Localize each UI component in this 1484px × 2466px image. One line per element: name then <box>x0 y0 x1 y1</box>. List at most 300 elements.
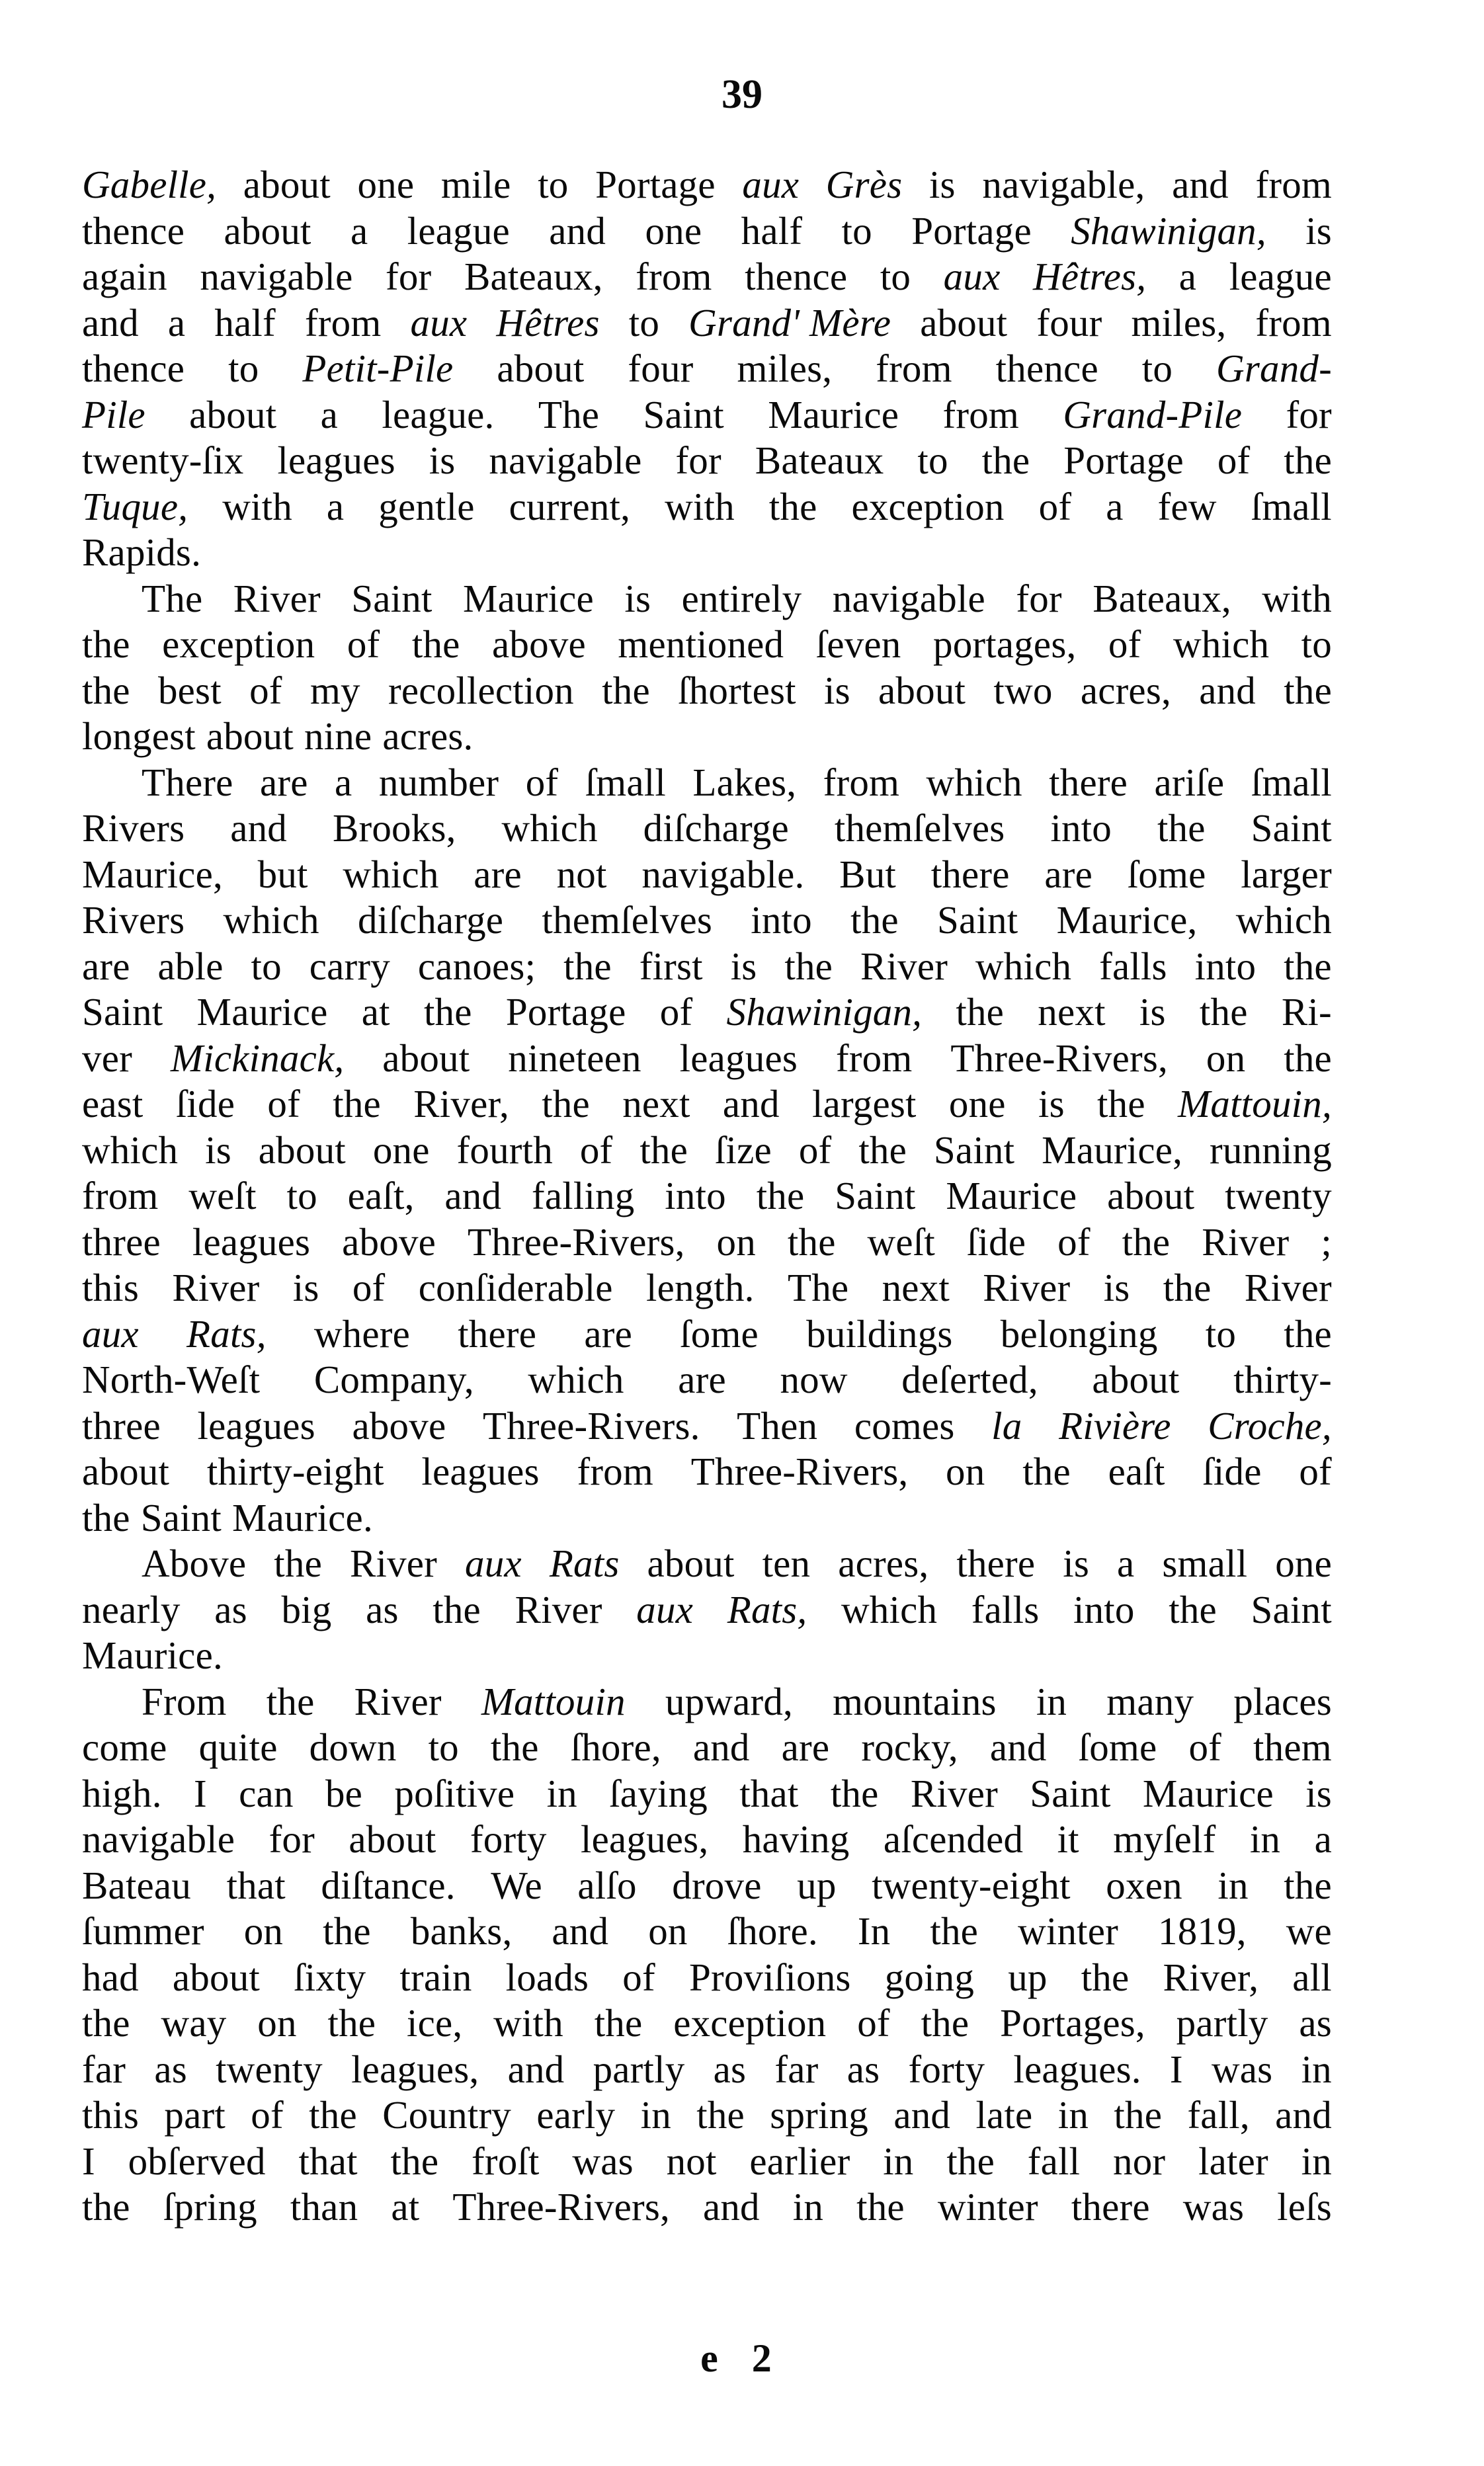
word: of <box>1217 438 1251 482</box>
word: of <box>579 1128 613 1172</box>
word: ſome <box>1078 1725 1157 1769</box>
word: Company, <box>313 1358 474 1401</box>
word: larger <box>1241 852 1332 896</box>
word: in <box>546 1771 577 1815</box>
word: way <box>161 2001 227 2045</box>
word: the <box>1199 990 1248 1034</box>
word: miles, <box>1131 300 1227 345</box>
text-line <box>82 1036 1332 1082</box>
word: River <box>1244 1266 1332 1309</box>
word: the <box>274 1541 322 1585</box>
word: for <box>1286 392 1332 436</box>
word: half <box>741 208 803 253</box>
word: on <box>648 1909 688 1953</box>
word: with <box>222 484 292 528</box>
word: about <box>497 347 585 390</box>
text-line <box>82 1771 1332 1817</box>
word: carry <box>309 944 390 988</box>
word: the <box>323 1909 371 1953</box>
word: and <box>230 806 287 850</box>
word: the <box>82 2185 130 2229</box>
word: Portages, <box>1000 2001 1145 2045</box>
word: the <box>1284 944 1332 988</box>
word: gentle <box>378 484 475 528</box>
word: Maurice <box>196 990 328 1034</box>
word: as <box>1299 2001 1332 2045</box>
word: are <box>584 1311 632 1356</box>
word: from <box>577 1450 653 1493</box>
word: ſhore, <box>570 1725 661 1769</box>
word: leagues <box>421 1450 540 1493</box>
word: there <box>930 852 1010 896</box>
word: Then <box>737 1403 818 1448</box>
word: Ri- <box>1281 990 1332 1034</box>
word: Grand-Pile <box>1063 392 1243 436</box>
word: miles, <box>737 347 833 390</box>
word: which <box>975 944 1072 988</box>
word: four <box>1036 300 1102 345</box>
word: was <box>1182 2185 1245 2229</box>
word: forty <box>470 1817 547 1861</box>
word: to <box>251 944 282 988</box>
word: about <box>243 163 331 206</box>
word: longest <box>82 714 196 758</box>
word: of <box>1038 484 1072 528</box>
word: a <box>1178 255 1197 298</box>
word: ſmall <box>1251 760 1332 804</box>
word: the <box>82 668 130 712</box>
word: obſerved <box>128 2139 266 2183</box>
word: the <box>82 2001 130 2045</box>
word: in <box>1036 1679 1067 1723</box>
word: was <box>572 2139 634 2183</box>
word: the <box>768 484 817 528</box>
word: which <box>1173 622 1270 666</box>
text-line <box>82 2139 1332 2185</box>
word: is <box>824 668 850 712</box>
word: nearly <box>82 1587 181 1631</box>
word: ſpring <box>163 2185 257 2229</box>
word: Maurice <box>946 1174 1077 1217</box>
word: as <box>214 1587 247 1631</box>
word: ſeven <box>815 622 901 666</box>
word: there <box>1071 2185 1150 2229</box>
word: Rats, <box>186 1311 267 1356</box>
word: of <box>857 2001 890 2045</box>
word: about <box>920 300 1008 345</box>
word: about <box>878 668 966 712</box>
word: of <box>525 760 559 804</box>
word: ; <box>1321 1219 1332 1264</box>
word: Grand- <box>1216 347 1332 390</box>
word: that <box>298 2139 358 2183</box>
word: themſelves <box>834 806 1005 850</box>
word: is <box>928 163 956 206</box>
text-line <box>82 2047 1332 2093</box>
word: thence <box>995 347 1098 390</box>
word: which <box>343 852 439 896</box>
word: myſelf <box>1113 1817 1216 1861</box>
word: leſs <box>1277 2185 1332 2229</box>
word: is <box>292 1266 319 1309</box>
word: North-Weſt <box>82 1358 261 1401</box>
word: nor <box>1113 2139 1166 2183</box>
word: the <box>563 944 612 988</box>
word: on <box>946 1450 985 1493</box>
word: Proviſions <box>688 1955 851 1999</box>
word: one <box>1275 1541 1332 1585</box>
word: in <box>640 2093 671 2137</box>
word: Maurice <box>462 576 594 620</box>
word: league <box>407 208 510 253</box>
word: is <box>1038 1082 1065 1126</box>
word: to <box>917 438 948 482</box>
word: are <box>259 760 308 804</box>
word: far <box>82 2047 126 2091</box>
word: loads <box>505 1955 589 1999</box>
text-line <box>82 2092 1332 2139</box>
word: and <box>507 2047 565 2091</box>
word: for <box>675 438 721 482</box>
word: from <box>636 255 712 298</box>
word: is <box>730 944 757 988</box>
text-line <box>82 2184 1332 2231</box>
word: the <box>639 1128 688 1172</box>
word: leagues <box>192 1219 311 1264</box>
word: the <box>266 1679 315 1723</box>
word: falls <box>1099 944 1167 988</box>
word: Maurice, <box>82 852 223 896</box>
word: of <box>352 1266 386 1309</box>
word: ten <box>762 1541 811 1585</box>
word: the <box>856 2185 905 2229</box>
word: nine <box>304 714 372 758</box>
word: of <box>267 1082 300 1126</box>
word: the <box>423 990 472 1034</box>
word: able <box>157 944 224 988</box>
word: River <box>172 1266 260 1309</box>
word: big <box>281 1587 332 1631</box>
word: mentioned <box>618 622 784 666</box>
word: navigable <box>82 1817 235 1861</box>
word: quite <box>198 1725 278 1769</box>
word: ſhortest <box>678 668 796 712</box>
word: fourth <box>456 1128 553 1172</box>
word: a <box>1314 1817 1332 1861</box>
word: and <box>1199 668 1257 712</box>
word: length. <box>646 1266 755 1309</box>
word: Above <box>142 1541 247 1585</box>
page-number: 39 <box>721 72 763 117</box>
word: in <box>1057 2093 1089 2137</box>
word: twenty-eight <box>872 1863 1071 1907</box>
word: The <box>142 576 203 620</box>
word: a <box>1106 484 1124 528</box>
word: ſixty <box>294 1955 366 1999</box>
word: east <box>82 1082 144 1126</box>
word: a <box>335 760 352 804</box>
word: thence <box>82 347 185 390</box>
word: to <box>1141 347 1173 390</box>
word: from <box>876 347 952 390</box>
word: Gabelle, <box>82 163 217 206</box>
word: and <box>1275 2093 1332 2137</box>
word: of <box>251 2093 284 2137</box>
word: oxen <box>1106 1863 1182 1907</box>
word: of <box>622 1955 655 1999</box>
word: one <box>357 163 415 206</box>
word: the <box>1163 1266 1212 1309</box>
word: leagues <box>679 1036 798 1080</box>
word: Saint <box>351 576 433 620</box>
word: Lakes, <box>692 760 797 804</box>
body-text <box>82 162 1332 2231</box>
word: River <box>1202 1219 1290 1264</box>
word: small <box>1162 1541 1248 1585</box>
word: can <box>239 1771 294 1815</box>
word: to <box>538 163 569 206</box>
word: River, <box>1163 1955 1259 1999</box>
word: first <box>639 944 703 988</box>
word: to <box>228 347 259 390</box>
word: Bateaux, <box>1092 576 1231 620</box>
word: River <box>860 944 948 988</box>
word: navigable, <box>982 163 1145 206</box>
word: from <box>1255 163 1332 206</box>
word: in <box>883 2139 914 2183</box>
text-line <box>82 162 1332 208</box>
word: to <box>880 255 911 298</box>
word: be <box>325 1771 363 1815</box>
word: Saint <box>835 1174 916 1217</box>
word: are <box>781 1725 830 1769</box>
word: Rapids. <box>82 530 202 574</box>
word: froſt <box>472 2139 540 2183</box>
word: canoes; <box>417 944 536 988</box>
word: of <box>1108 622 1141 666</box>
word: into <box>1050 806 1112 850</box>
word: about <box>1092 1358 1180 1401</box>
word: the <box>1157 806 1206 850</box>
word: next <box>622 1082 690 1126</box>
word: half <box>214 300 276 345</box>
word: Saint <box>1251 1587 1332 1631</box>
word: train <box>399 1955 472 1999</box>
text-line <box>82 1403 1332 1450</box>
word: Portage <box>1063 438 1184 482</box>
word: ice, <box>407 2001 463 2045</box>
word: Saint <box>933 1128 1015 1172</box>
word: ſide <box>175 1082 235 1126</box>
word: In <box>857 1909 891 1953</box>
word: which <box>223 898 319 942</box>
word: Saint <box>1251 806 1332 850</box>
word: Saint <box>140 1495 222 1540</box>
word: which <box>1235 898 1332 942</box>
word: the <box>756 1174 805 1217</box>
word: up <box>1008 1955 1048 1999</box>
word: Shawinigan, <box>1071 208 1266 253</box>
word: deſerted, <box>901 1358 1038 1401</box>
word: belonging <box>1000 1311 1158 1356</box>
word: thence <box>82 208 185 253</box>
word: ariſe <box>1154 760 1225 804</box>
word: Saint <box>643 392 724 436</box>
word: eaſt <box>1108 1450 1165 1493</box>
text-line <box>82 1219 1332 1266</box>
word: the <box>1284 438 1332 482</box>
text-line <box>82 1265 1332 1311</box>
word: ver <box>82 1036 132 1080</box>
word: many <box>1106 1679 1194 1723</box>
word: about <box>172 1955 260 1999</box>
word: partly <box>593 2047 685 2091</box>
word: Portage <box>505 990 626 1034</box>
word: are <box>678 1358 726 1401</box>
word: in <box>1249 1817 1281 1861</box>
word: a <box>1117 1541 1135 1585</box>
word: the <box>390 2139 439 2183</box>
word: largest <box>811 1082 917 1126</box>
word: far <box>774 2047 819 2091</box>
signature-mark: e 2 <box>700 2336 784 2380</box>
word: the <box>946 2139 995 2183</box>
word: to <box>428 1725 459 1769</box>
word: aux <box>742 163 800 206</box>
text-line <box>82 944 1332 990</box>
word: Pile <box>82 392 145 436</box>
word: Tuque, <box>82 484 188 528</box>
word: forty <box>908 2047 985 2091</box>
word: Rivers <box>82 806 185 850</box>
word: which <box>841 1587 938 1631</box>
word: about <box>258 1128 346 1172</box>
word: a <box>167 300 186 345</box>
text-line <box>82 805 1332 852</box>
word: about <box>82 1450 170 1493</box>
word: the <box>1284 1036 1332 1080</box>
word: are <box>1044 852 1092 896</box>
text-line <box>82 208 1332 255</box>
word: The <box>787 1266 849 1309</box>
word: with <box>665 484 735 528</box>
word: aux <box>465 1541 522 1585</box>
word: Portage <box>911 208 1032 253</box>
word: exception <box>162 622 315 666</box>
word: is <box>624 576 651 620</box>
word: of <box>1188 1725 1222 1769</box>
word: Bateau <box>82 1863 192 1907</box>
word: my <box>309 668 360 712</box>
word: Maurice, <box>1056 898 1198 942</box>
word: are <box>82 944 130 988</box>
word: is <box>1103 1266 1130 1309</box>
word: is <box>1063 1541 1090 1585</box>
word: as <box>846 2047 880 2091</box>
word: acres. <box>382 714 474 758</box>
word: and <box>82 300 139 345</box>
word: into <box>665 1174 726 1217</box>
word: Three-Rivers, <box>950 1036 1168 1080</box>
text-line <box>82 438 1332 484</box>
word: ſmall <box>585 760 666 804</box>
word: as <box>154 2047 187 2091</box>
word: one <box>372 1128 430 1172</box>
word: Mattouin <box>481 1679 626 1723</box>
word: Hêtres, <box>1033 255 1147 298</box>
word: Saint <box>1030 1771 1111 1815</box>
word: now <box>780 1358 848 1401</box>
word: ſmall <box>1251 484 1332 528</box>
text-line <box>82 1311 1332 1358</box>
word: the <box>594 2001 643 2045</box>
word: River <box>910 1771 998 1815</box>
word: ſummer <box>82 1909 204 1953</box>
text-line <box>82 346 1332 392</box>
word: weſt <box>867 1219 935 1264</box>
word: acres, <box>838 1541 929 1585</box>
word: best <box>157 668 222 712</box>
text-line <box>82 2000 1332 2047</box>
word: of <box>249 668 282 712</box>
word: From <box>142 1679 227 1723</box>
word: navigable <box>200 255 353 298</box>
word: Maurice. <box>231 1495 373 1540</box>
text-line <box>82 530 1332 576</box>
text-line <box>82 484 1332 530</box>
word: the <box>981 438 1030 482</box>
word: River <box>515 1587 602 1631</box>
word: is <box>1139 990 1166 1034</box>
word: is <box>205 1128 231 1172</box>
word: three <box>82 1219 161 1264</box>
word: the <box>1122 1219 1171 1264</box>
word: the <box>1081 1955 1130 1999</box>
text-line <box>82 254 1332 300</box>
word: banks, <box>410 1909 513 1953</box>
word: Croche, <box>1208 1403 1332 1448</box>
word: leagues <box>197 1403 315 1448</box>
word: aſcended <box>883 1817 1024 1861</box>
word: are <box>474 852 522 896</box>
word: of <box>1057 1219 1091 1264</box>
word: in <box>1301 2139 1332 2183</box>
text-line <box>82 392 1332 438</box>
word: on <box>716 1219 756 1264</box>
word: and <box>552 1909 609 1953</box>
text-line <box>82 1633 1332 1679</box>
word: falls <box>971 1587 1040 1631</box>
word: the <box>1284 1863 1332 1907</box>
word: from <box>82 1174 159 1217</box>
word: aux <box>82 1311 139 1356</box>
word: as <box>366 1587 399 1631</box>
word: up <box>797 1863 837 1907</box>
word: places <box>1233 1679 1332 1723</box>
text-line <box>82 760 1332 806</box>
word: spring <box>770 2093 868 2137</box>
word: two <box>993 668 1053 712</box>
word: navigable <box>832 576 985 620</box>
word: from <box>942 392 1020 436</box>
word: them <box>1253 1725 1332 1769</box>
word: not <box>666 2139 717 2183</box>
word: to <box>628 300 660 345</box>
word: early <box>536 2093 616 2137</box>
text-line <box>82 1081 1332 1128</box>
word: the <box>309 2093 357 2137</box>
word: that <box>739 1771 799 1815</box>
